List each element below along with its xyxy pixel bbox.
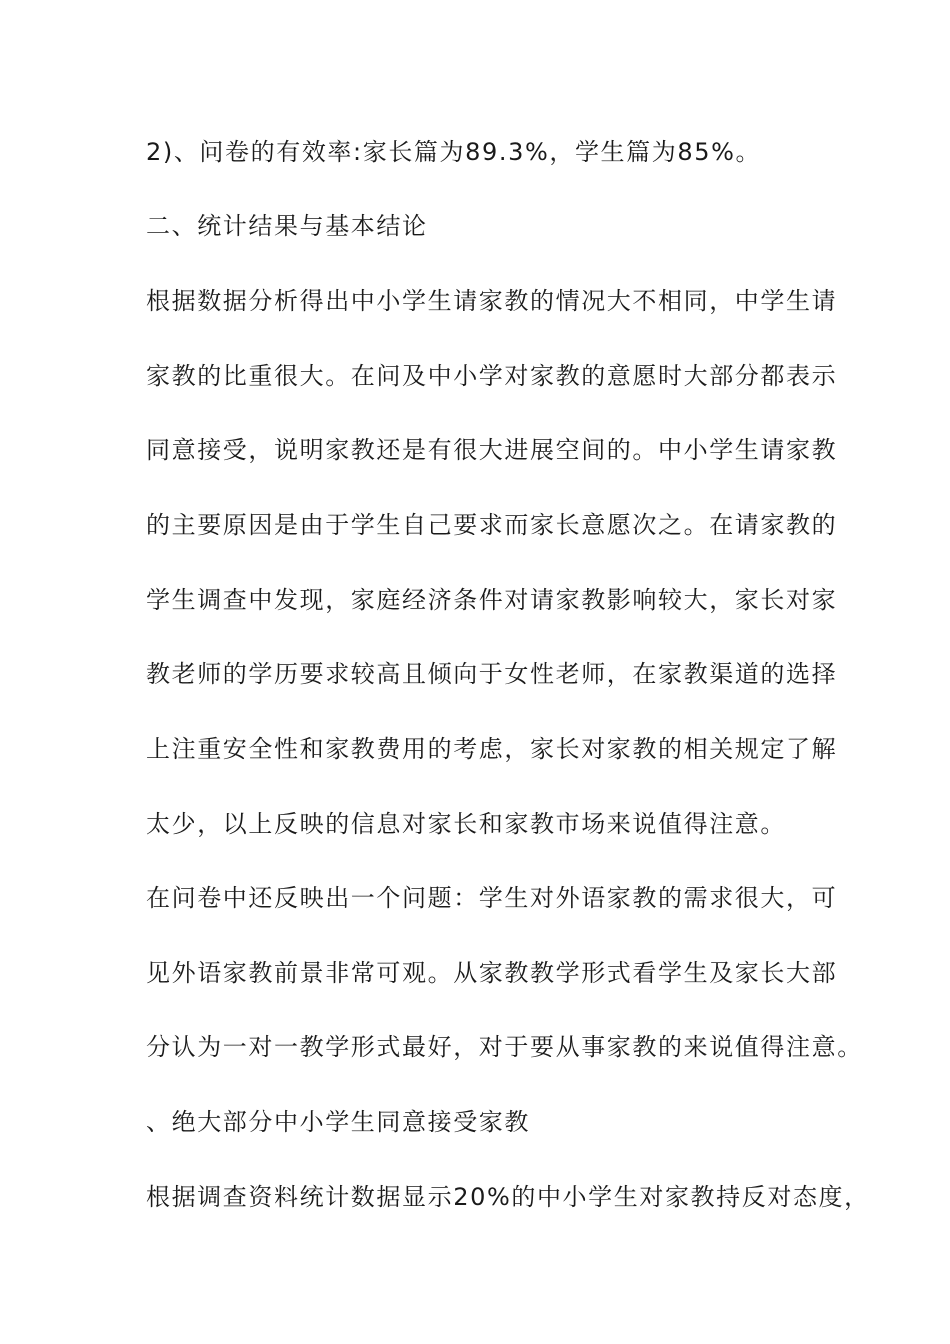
paragraph-line: 上注重安全性和家教费用的考虑，家长对家教的相关规定了解 — [146, 735, 838, 763]
paragraph-line: 的主要原因是由于学生自己要求而家长意愿次之。在请家教的 — [146, 511, 838, 539]
paragraph-line: 家教的比重很大。在问及中小学对家教的意愿时大部分都表示 — [146, 362, 838, 390]
paragraph-line: 根据数据分析得出中小学生请家教的情况大不相同，中学生请 — [146, 287, 838, 315]
text-line-validity-rate: 2)、问卷的有效率:家长篇为89.3%，学生篇为85%。 — [146, 138, 762, 166]
paragraph-line: 学生调查中发现，家庭经济条件对请家教影响较大，家长对家 — [146, 586, 838, 614]
paragraph-line: 太少，以上反映的信息对家长和家教市场来说值得注意。 — [146, 810, 786, 838]
paragraph-line: 根据调查资料统计数据显示20%的中小学生对家教持反对态度， — [146, 1183, 870, 1211]
paragraph-line: 分认为一对一教学形式最好，对于要从事家教的来说值得注意。 — [146, 1033, 863, 1061]
paragraph-line: 见外语家教前景非常可观。从家教教学形式看学生及家长大部 — [146, 959, 838, 987]
section-heading: 二、统计结果与基本结论 — [146, 212, 428, 240]
paragraph-line: 教老师的学历要求较高且倾向于女性老师，在家教渠道的选择 — [146, 660, 838, 688]
paragraph-line: 同意接受，说明家教还是有很大进展空间的。中小学生请家教 — [146, 436, 838, 464]
paragraph-line: 在问卷中还反映出一个问题：学生对外语家教的需求很大，可 — [146, 884, 838, 912]
subsection-heading: 、绝大部分中小学生同意接受家教 — [146, 1108, 530, 1136]
